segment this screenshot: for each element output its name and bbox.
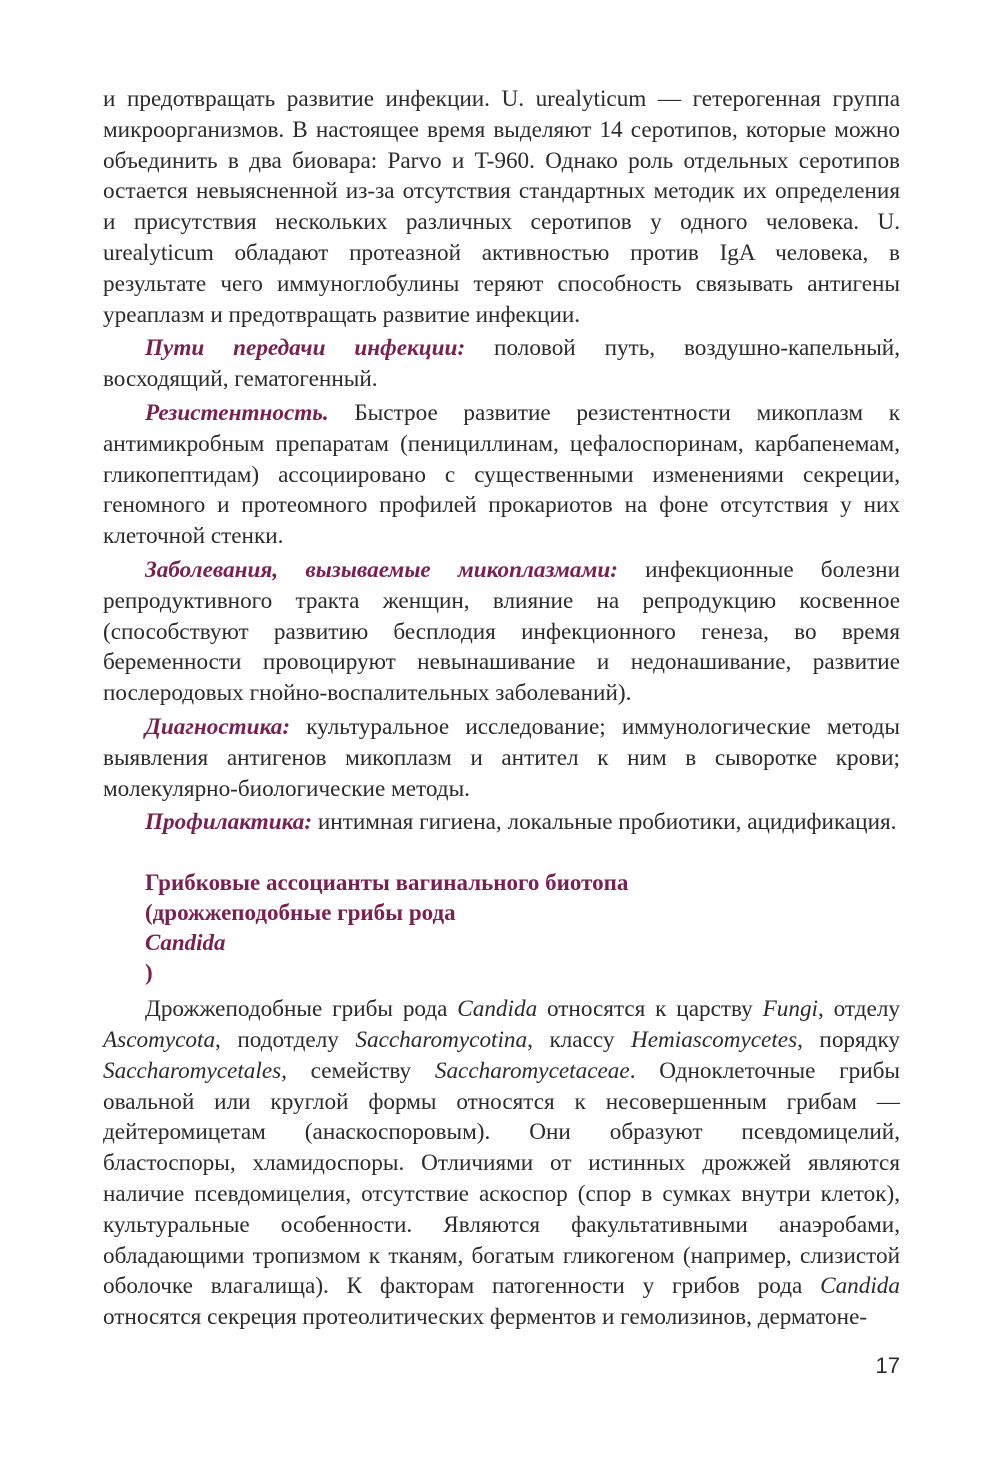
paragraph-resistance <box>103 398 900 552</box>
candida-italic-8: Candida <box>820 1273 900 1300</box>
section-heading <box>145 868 900 988</box>
body-text <box>103 84 900 1333</box>
candida-italic-3: Ascomycota <box>103 1026 216 1053</box>
term-prevention: Профилактика: <box>145 809 313 836</box>
text-prevention: интимная гигиена, локальные пробиотики, ацидификация. <box>312 809 897 836</box>
term-diagnostics: Диагностика: <box>145 713 291 740</box>
candida-italic-5: Hemiascomycetes <box>630 1026 798 1053</box>
candida-italic-2: Fungi <box>762 996 818 1023</box>
heading-line-1: Грибковые ассоцианты вагинального биотопа <box>145 870 629 896</box>
text-diagnostics: культуральное исследование; иммунологические методы выявления антигенов микоплазм и антител к ним в сыворотке крови; молекулярно-биологические методы. <box>103 713 900 802</box>
candida-italic-7: Saccharomycetaceae <box>434 1057 630 1084</box>
candida-text-1: Дрожжеподобные грибы рода <box>145 996 458 1023</box>
paragraph-ureaplasma: и предотвращать развитие инфекции. U. urealyticum — гетерогенная группа микроорганизмов. В настоящее время выделяют 14 серотипов, которые можно объединить в два биовара: Parvo и T-960. Однако роль отдельных серотипов остается невыясненной из-за отсутствия стандартных методик их определения и присутствия нескольких различных серотипов у одного человека. U. urealyticum обладают протеазной активностью против IgA человека, в результате чего иммуноглобулины теряют способность связывать антигены уреаплазм и предотвращать развитие инфекции. <box>103 86 900 328</box>
term-diseases: Заболевания, вызываемые микоплазмами: <box>145 556 618 583</box>
text-resistance: Быстрое развитие резистентности микоплазм к антимикробным препаратам (пенициллинам, цефалоспоринам, карбапенемам, гликопептидам) ассоциировано с существенными изменениями секреции, геномного и протеомного профилей прокариотов на фоне отсутствия у них клеточной стенки. <box>103 399 900 550</box>
paragraph-diseases <box>103 555 900 709</box>
candida-text-8: . Одноклеточные грибы овальной или круглой формы относятся к несовершенным грибам — дейтеромицетам (анаскоспоровым). Они образуют псевдомицелий, бластоспоры, хламидоспоры. Отличиями от истинных дрожжей являются наличие псевдомицелия, отсутствие аскоспор (спор в сумках внутри клеток), культуральные особенности. Являются факультативными анаэробами, обладающими тропизмом к тканям, богатым гликогеном (например, слизистой оболочке влагалища). К факторам патогенности у грибов рода <box>103 1057 900 1300</box>
heading-line-2-genus: Candida <box>145 930 226 956</box>
candida-text-2: относятся к царству <box>537 996 763 1023</box>
heading-line-2-suffix: ) <box>145 960 153 986</box>
paragraph-transmission <box>103 333 900 395</box>
candida-italic-1: Candida <box>457 996 538 1023</box>
paragraph-prevention <box>103 807 900 838</box>
candida-text-5: , классу <box>527 1026 631 1053</box>
candida-text-9: относятся секреция протеолитических ферментов и гемолизинов, дерматоне- <box>103 1304 868 1331</box>
candida-italic-4: Saccharomycotina <box>355 1026 528 1053</box>
heading-line-2 <box>145 898 900 988</box>
term-resistance: Резистентность. <box>145 399 329 426</box>
term-transmission: Пути передачи инфекции: <box>145 335 466 362</box>
heading-line-2-prefix: (дрожжеподобные грибы рода <box>145 900 456 926</box>
paragraph-diagnostics <box>103 712 900 804</box>
candida-text-3: , отделу <box>817 996 900 1023</box>
text-transmission: половой путь, воздушно-капельный, восходящий, гематогенный. <box>103 335 900 393</box>
page-number: 17 <box>875 1353 900 1378</box>
candida-text-6: , порядку <box>797 1026 901 1053</box>
candida-text-7: , семейству <box>281 1057 435 1084</box>
candida-text-4: , подотделу <box>215 1026 356 1053</box>
text-diseases: инфекционные болезни репродуктивного тракта женщин, влияние на репродукцию косвенное (способствуют развитию бесплодия инфекционного генеза, во время беременности провоцируют невынашивание и недонашивание, развитие послеродовых гнойно-воспалительных заболеваний). <box>103 556 900 707</box>
paragraph-candida <box>103 994 900 1333</box>
candida-italic-6: Saccharomycetales <box>103 1057 282 1084</box>
